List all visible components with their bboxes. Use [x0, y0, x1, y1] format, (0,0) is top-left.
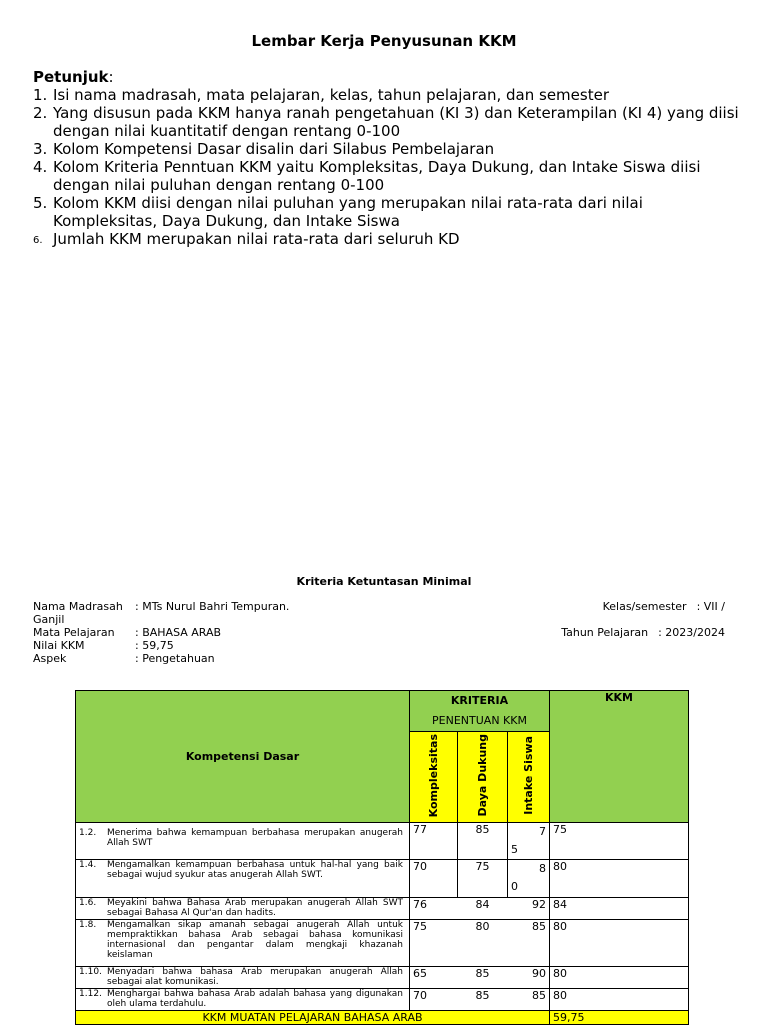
kd-cell: [76, 967, 410, 989]
kompleksitas-cell: 76: [410, 898, 458, 920]
intake-cell: [508, 860, 550, 898]
page-title: Lembar Kerja Penyusunan KKM: [251, 32, 517, 50]
kd-text: Meyakini bahwa Bahasa Arab merupakan anugerah Allah SWT sebagai Bahasa Al Qur'an dan hadits.: [107, 898, 403, 918]
intake-cell: [508, 823, 550, 860]
header-kompetensi-dasar: Kompetensi Dasar: [76, 691, 410, 823]
instructions-heading-line: [33, 68, 743, 86]
kelas-field: [603, 601, 725, 613]
intake-cell: 85: [508, 989, 550, 1011]
table-row: [76, 860, 689, 898]
header-daya-dukung-label: Daya Dukung: [475, 734, 489, 817]
instruction-text: Isi nama madrasah, mata pelajaran, kelas, tahun pelajaran, dan semester: [53, 86, 609, 104]
kd-text: Mengamalkan sikap amanah sebagai anugerah Allah untuk mempraktikkan bahasa Arab sebagai bahasa komunikasi internasional dan pengantar dalam mengkaji khazanah keislaman: [107, 920, 403, 960]
header-kriteria-line2: PENENTUAN KKM: [432, 714, 527, 727]
header-intake-siswa-label: Intake Siswa: [521, 736, 535, 815]
kkm-table: [75, 690, 689, 1025]
table-row: [76, 920, 689, 967]
kd-cell: [76, 898, 410, 920]
kelas-value: : VII /: [696, 600, 725, 613]
intake-digit-1: 7: [539, 825, 546, 838]
header-intake-siswa: [508, 732, 550, 823]
footer-label: KKM MUATAN PELAJARAN BAHASA ARAB: [76, 1011, 550, 1025]
daya-dukung-cell: 85: [458, 967, 508, 989]
daya-dukung-cell: 85: [458, 989, 508, 1011]
kompleksitas-cell: 77: [410, 823, 458, 860]
table-row: [76, 989, 689, 1011]
instruction-item: [33, 230, 743, 248]
nilai-label: Nilai KKM: [33, 639, 85, 652]
kd-number: 1.12.: [79, 989, 102, 999]
kd-number: 1.6.: [79, 898, 97, 908]
daya-dukung-cell: 80: [458, 920, 508, 967]
instruction-item: [33, 104, 743, 140]
kd-text: Menghargai bahwa bahasa Arab adalah bahasa yang digunakan oleh ulama terdahulu.: [107, 989, 403, 1009]
instruction-text: Kolom Kompetensi Dasar disalin dari Silabus Pembelajaran: [53, 140, 495, 158]
kd-cell: [76, 989, 410, 1011]
kkm-cell: 80: [550, 967, 689, 989]
instruction-item: [33, 194, 743, 230]
kd-text: Menerima bahwa kemampuan berbahasa merupakan anugerah Allah SWT: [107, 828, 403, 848]
instructions-list: [33, 86, 743, 248]
kkm-cell: 80: [550, 860, 689, 898]
kkm-cell: 80: [550, 989, 689, 1011]
header-kompleksitas: [410, 732, 458, 823]
header-daya-dukung: [458, 732, 508, 823]
instruction-number: 2.: [33, 104, 48, 122]
header-kompleksitas-label: Kompleksitas: [426, 733, 440, 818]
intake-cell: 92: [508, 898, 550, 920]
nilai-value: : 59,75: [135, 639, 174, 652]
kompleksitas-cell: 70: [410, 989, 458, 1011]
table-footer-row: [76, 1011, 689, 1025]
daya-dukung-cell: 84: [458, 898, 508, 920]
intake-cell: 90: [508, 967, 550, 989]
kompleksitas-cell: 75: [410, 920, 458, 967]
intake-digit-2: 0: [511, 880, 518, 893]
instruction-item: [33, 158, 743, 194]
daya-dukung-cell: 85: [458, 823, 508, 860]
kompleksitas-cell: 70: [410, 860, 458, 898]
kd-number: 1.10.: [79, 967, 102, 977]
table-row: [76, 967, 689, 989]
instructions-heading: Petunjuk: [33, 68, 109, 86]
header-kriteria-line1: KRITERIA: [450, 694, 509, 707]
instruction-text: Jumlah KKM merupakan nilai rata-rata dari seluruh KD: [53, 230, 460, 248]
kkm-title: Kriteria Ketuntasan Minimal: [296, 575, 472, 588]
instruction-item: [33, 140, 743, 158]
header-kriteria: [410, 691, 550, 732]
kelas-label: Kelas/semester: [602, 600, 687, 613]
header-kkm: KKM: [550, 691, 689, 823]
aspek-value: : Pengetahuan: [135, 652, 215, 665]
instruction-number: 6.: [33, 235, 43, 246]
kd-number: 1.2.: [79, 828, 97, 838]
tahun-field: [561, 627, 725, 639]
info-row-aspek: [33, 653, 725, 666]
mapel-label: Mata Pelajaran: [33, 626, 115, 639]
instructions: [33, 68, 743, 248]
daya-dukung-cell: 75: [458, 860, 508, 898]
instruction-text: Yang disusun pada KKM hanya ranah pengetahuan (KI 3) dan Keterampilan (KI 4) yang diisi dengan nilai kuantitatif dengan rentang 0-100: [53, 104, 739, 140]
table-row: [76, 898, 689, 920]
instruction-number: 1.: [33, 86, 48, 104]
madrasah-value: : MTs Nurul Bahri Tempuran.: [135, 600, 290, 613]
table-row: [76, 823, 689, 860]
intake-digit-2: 5: [511, 843, 518, 856]
tahun-label: Tahun Pelajaran: [561, 626, 649, 639]
kkm-cell: 75: [550, 823, 689, 860]
kelas-wrap-value: Ganjil: [33, 613, 65, 626]
intake-cell: 85: [508, 920, 550, 967]
kkm-cell: 84: [550, 898, 689, 920]
mapel-value: : BAHASA ARAB: [135, 626, 222, 639]
madrasah-label: Nama Madrasah: [33, 600, 123, 613]
instruction-number: 4.: [33, 158, 48, 176]
intake-digit-1: 8: [539, 862, 546, 875]
kompleksitas-cell: 65: [410, 967, 458, 989]
instruction-number: 3.: [33, 140, 48, 158]
instructions-heading-colon: :: [108, 68, 114, 86]
instruction-text: Kolom Kriteria Penntuan KKM yaitu Kompleksitas, Daya Dukung, dan Intake Siswa diisi dengan nilai puluhan dengan rentang 0-100: [53, 158, 701, 194]
aspek-label: Aspek: [33, 652, 67, 665]
footer-value: 59,75: [550, 1011, 689, 1025]
kd-cell: [76, 823, 410, 860]
table-header-row: [76, 691, 689, 732]
kd-text: Mengamalkan kemampuan berbahasa untuk hal-hal yang baik sebagai wujud syukur atas anugerah Allah SWT.: [107, 860, 403, 880]
instruction-item: [33, 86, 743, 104]
kd-cell: [76, 920, 410, 967]
tahun-value: : 2023/2024: [658, 626, 725, 639]
kkm-cell: 80: [550, 920, 689, 967]
kd-number: 1.8.: [79, 920, 97, 930]
instruction-number: 5.: [33, 194, 48, 212]
info-row-madrasah: [33, 601, 725, 614]
kd-cell: [76, 860, 410, 898]
instruction-text: Kolom KKM diisi dengan nilai puluhan yang merupakan nilai rata-rata dari nilai Kompleksitas, Daya Dukung, dan Intake Siswa: [53, 194, 643, 230]
kd-text: Menyadari bahwa bahasa Arab merupakan anugerah Allah sebagai alat komunikasi.: [107, 967, 403, 987]
kd-number: 1.4.: [79, 860, 97, 870]
